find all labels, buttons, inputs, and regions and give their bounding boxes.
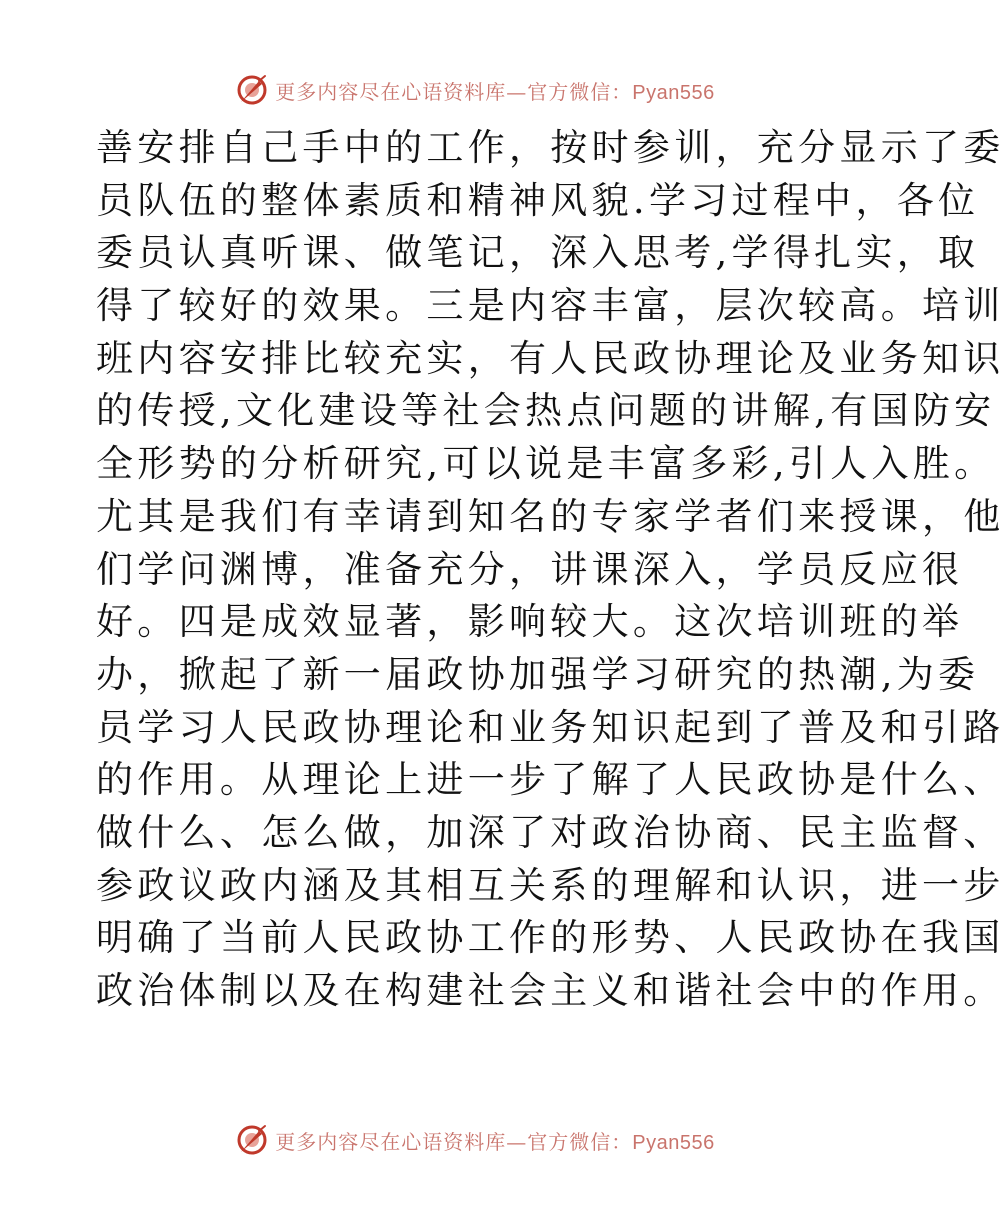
text-line: 全形势的分析研究,可以说是丰富多彩,引人入胜。	[96, 442, 996, 486]
footer-banner-wechat-id: Pyan556	[632, 1131, 715, 1154]
footer-banner-cn: 更多内容尽在心语资料库—官方微信：	[275, 1129, 633, 1154]
text-line: 做什么、怎么做，加深了对政治协商、民主监督、	[96, 810, 1005, 854]
text-line: 员队伍的整体素质和精神风貌.学习过程中，各位	[96, 178, 980, 222]
header-banner-cn: 更多内容尽在心语资料库—官方微信：	[275, 79, 633, 104]
text-line: 善安排自己手中的工作，按时参训，充分显示了委	[96, 126, 1005, 169]
text-line: 办，掀起了新一届政协加强学习研究的热潮,为委	[96, 652, 980, 696]
feather-pen-logo-icon	[235, 73, 269, 107]
text-line: 委员认真听课、做笔记，深入思考,学得扎实，取	[96, 231, 980, 275]
header-banner-text	[275, 76, 714, 105]
text-line: 明确了当前人民政协工作的形势、人民政协在我国	[96, 916, 1005, 960]
feather-pen-logo-icon	[235, 1123, 269, 1157]
text-line: 好。四是成效显著，影响较大。这次培训班的举	[96, 600, 964, 644]
text-line: 政治体制以及在构建社会主义和谐社会中的作用。	[96, 969, 1005, 1012]
text-line: 参政议政内涵及其相互关系的理解和认识，进一步	[96, 863, 1005, 907]
text-line: 们学问渊博，准备充分，讲课深入，学员反应很	[96, 547, 964, 591]
footer-banner	[0, 1120, 950, 1160]
text-line: 的传授,文化建设等社会热点问题的讲解,有国防安	[96, 389, 996, 433]
text-line: 得了较好的效果。三是内容丰富，层次较高。培训	[96, 284, 1005, 328]
text-line: 班内容安排比较充实，有人民政协理论及业务知识	[96, 336, 1005, 380]
text-line: 员学习人民政协理论和业务知识起到了普及和引路	[96, 705, 1005, 749]
text-line: 的作用。从理论上进一步了解了人民政协是什么、	[96, 758, 1005, 802]
document-body	[96, 122, 1005, 1018]
footer-banner-text	[275, 1126, 714, 1155]
text-line: 尤其是我们有幸请到知名的专家学者们来授课，他	[96, 494, 1005, 538]
header-banner-wechat-id: Pyan556	[632, 81, 715, 104]
header-banner	[0, 70, 950, 110]
